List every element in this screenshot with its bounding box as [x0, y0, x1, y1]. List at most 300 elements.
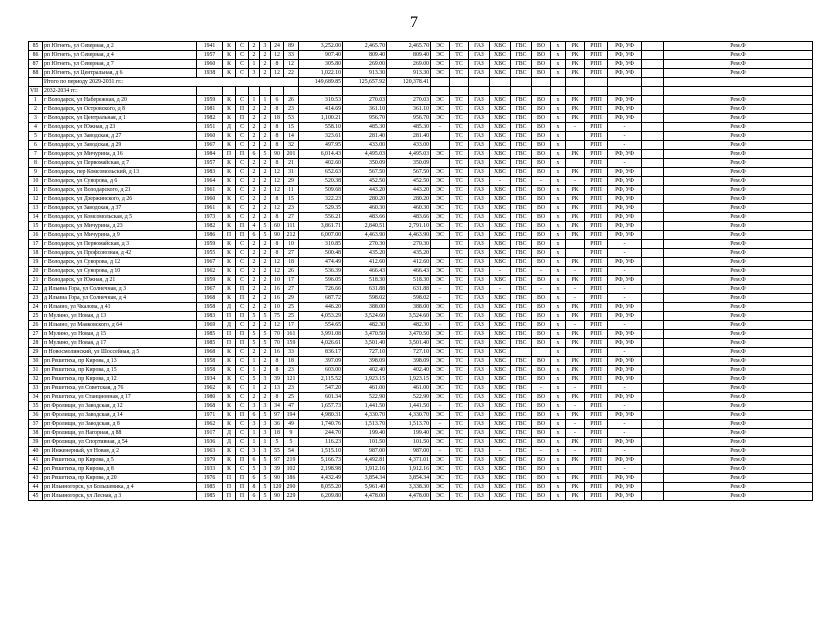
table-cell: 90	[271, 150, 284, 159]
table-cell: -	[608, 384, 642, 393]
table-cell: С	[236, 51, 249, 60]
table-cell: Рем.Ф	[664, 276, 813, 285]
table-cell: х	[551, 168, 566, 177]
table-cell: РПП	[585, 438, 608, 447]
table-cell: 23	[284, 384, 299, 393]
table-cell: Рем.Ф	[664, 411, 813, 420]
table-cell: ГАЗ	[469, 348, 490, 357]
table-cell: С	[236, 177, 249, 186]
table-cell: РФ, УФ	[608, 69, 642, 78]
table-cell: 461.00	[387, 384, 431, 393]
table-cell: 2	[249, 285, 260, 294]
table-cell: 219	[284, 456, 299, 465]
table-cell: -	[431, 402, 450, 411]
table-cell: П	[236, 411, 249, 420]
table-cell: РК	[566, 213, 585, 222]
table-cell: 3	[260, 375, 271, 384]
table-cell: 2	[249, 303, 260, 312]
table-cell: 47	[284, 402, 299, 411]
table-cell: 482.30	[343, 321, 387, 330]
table-cell: 39	[271, 465, 284, 474]
table-cell: 6	[249, 411, 260, 420]
table-cell: 2	[249, 114, 260, 123]
table-cell: -	[490, 267, 511, 276]
table-cell: ЭС	[431, 312, 450, 321]
table-cell: ГАЗ	[469, 483, 490, 492]
table-cell: 26	[284, 267, 299, 276]
table-cell: х	[551, 141, 566, 150]
table-cell: 2	[260, 303, 271, 312]
table-cell: г Володарск, ул Мичурина, д 16	[43, 150, 197, 159]
table-cell: С	[236, 240, 249, 249]
table-cell	[642, 51, 664, 60]
table-cell: К	[223, 141, 236, 150]
table-cell: 2	[260, 393, 271, 402]
table-cell: РПП	[585, 132, 608, 141]
table-cell: С	[236, 96, 249, 105]
table-cell: х	[551, 114, 566, 123]
table-cell: 461.00	[343, 384, 387, 393]
table-cell	[642, 420, 664, 429]
table-cell: ГАЗ	[469, 231, 490, 240]
table-cell: 460.30	[343, 204, 387, 213]
table-cell	[642, 384, 664, 393]
empty-cell	[490, 78, 511, 87]
table-cell	[642, 96, 664, 105]
table-cell: 5	[260, 339, 271, 348]
table-cell: 8	[249, 483, 260, 492]
table-cell: -	[566, 402, 585, 411]
table-cell: 25	[284, 393, 299, 402]
table-cell: ГВС	[511, 303, 532, 312]
table-cell: 1962	[197, 420, 223, 429]
table-cell: Рем.Ф	[664, 339, 813, 348]
table-cell: ТС	[450, 384, 469, 393]
table-cell: 1964	[197, 177, 223, 186]
table-cell: 1936	[197, 438, 223, 447]
table-cell: 2	[249, 168, 260, 177]
table-cell	[642, 204, 664, 213]
table-cell: 388.00	[343, 303, 387, 312]
table-row	[29, 411, 813, 420]
table-cell: ТС	[450, 159, 469, 168]
table-cell: К	[223, 456, 236, 465]
table-cell: К	[223, 393, 236, 402]
table-cell: 8	[271, 141, 284, 150]
table-cell: ХВС	[490, 465, 511, 474]
table-cell: 2	[260, 69, 271, 78]
table-cell: 3,524.60	[343, 312, 387, 321]
table-cell	[642, 303, 664, 312]
table-cell: -	[608, 420, 642, 429]
period-total-value: 149,689.85	[299, 78, 343, 87]
table-cell: ГАЗ	[469, 429, 490, 438]
table-cell: 199.40	[343, 429, 387, 438]
table-cell	[642, 357, 664, 366]
table-cell: РПП	[585, 420, 608, 429]
table-cell: 2,115.52	[299, 375, 343, 384]
table-cell: 1985	[197, 330, 223, 339]
table-cell: х	[551, 465, 566, 474]
table-cell: 536.39	[299, 267, 343, 276]
table-row	[29, 393, 813, 402]
table-cell: 3,854.34	[387, 474, 431, 483]
table-cell: 11	[284, 186, 299, 195]
table-cell: ЭС	[431, 69, 450, 78]
table-cell: ВО	[532, 420, 551, 429]
table-cell: П	[236, 150, 249, 159]
table-cell: ГАЗ	[469, 267, 490, 276]
table-cell: ЭС	[431, 330, 450, 339]
table-cell: ГАЗ	[469, 240, 490, 249]
table-cell: 86	[29, 51, 43, 60]
table-cell: РК	[566, 114, 585, 123]
table-cell: 5,961.40	[343, 483, 387, 492]
table-cell: 31	[29, 366, 43, 375]
table-cell: Рем.Ф	[664, 150, 813, 159]
table-row	[29, 339, 813, 348]
table-cell: 270.03	[343, 96, 387, 105]
table-cell: 201	[284, 150, 299, 159]
table-cell: 518.30	[387, 276, 431, 285]
table-cell: -	[431, 420, 450, 429]
table-cell: Рем.Ф	[664, 402, 813, 411]
empty-cell	[223, 87, 236, 96]
table-cell: Рем.Ф	[664, 204, 813, 213]
table-cell: г Володарск, ул Островского, д 8	[43, 105, 197, 114]
table-cell: ГАЗ	[469, 330, 490, 339]
table-cell: ГАЗ	[469, 141, 490, 150]
table-cell: П	[236, 456, 249, 465]
table-cell: Рем.Ф	[664, 456, 813, 465]
table-cell	[642, 429, 664, 438]
table-cell: Д	[223, 438, 236, 447]
table-cell: ГАЗ	[469, 42, 490, 51]
section-number: VII	[29, 87, 43, 96]
table-cell: 33	[29, 384, 43, 393]
table-cell: 305.80	[299, 60, 343, 69]
table-cell: 361.10	[387, 105, 431, 114]
table-cell: РФ, УФ	[608, 213, 642, 222]
table-cell	[642, 321, 664, 330]
table-cell: 987.00	[387, 447, 431, 456]
table-cell: К	[223, 267, 236, 276]
table-cell: 4,495.03	[387, 150, 431, 159]
table-row	[29, 429, 813, 438]
table-cell: рп Фролищи, ул Заводская, д 14	[43, 411, 197, 420]
table-cell	[642, 330, 664, 339]
table-cell: К	[223, 249, 236, 258]
table-cell: 1968	[197, 348, 223, 357]
table-cell: 1,022.10	[299, 69, 343, 78]
table-cell: 12	[29, 195, 43, 204]
table-cell: г Володарск, ул Володарского, д 21	[43, 186, 197, 195]
table-cell: ВО	[532, 186, 551, 195]
table-cell: К	[223, 447, 236, 456]
table-cell	[642, 141, 664, 150]
table-cell: 398.09	[387, 357, 431, 366]
table-cell: РК	[566, 168, 585, 177]
table-cell: -	[566, 267, 585, 276]
table-cell: 27	[29, 330, 43, 339]
table-cell: х	[551, 195, 566, 204]
table-cell: -	[431, 321, 450, 330]
table-cell: 2	[260, 267, 271, 276]
table-cell: 194	[284, 411, 299, 420]
table-cell: 2	[260, 168, 271, 177]
table-cell: ГАЗ	[469, 186, 490, 195]
table-cell: С	[236, 42, 249, 51]
table-cell: ГАЗ	[469, 123, 490, 132]
table-cell: ХВС	[490, 348, 511, 357]
table-cell: РК	[566, 339, 585, 348]
table-cell: К	[223, 258, 236, 267]
table-cell: С	[236, 420, 249, 429]
table-cell: х	[551, 402, 566, 411]
table-cell: РФ, УФ	[608, 438, 642, 447]
table-cell: К	[223, 411, 236, 420]
table-row	[29, 150, 813, 159]
table-cell: ВО	[532, 429, 551, 438]
table-cell: ХВС	[490, 492, 511, 501]
table-cell	[566, 249, 585, 258]
table-cell: РПП	[585, 159, 608, 168]
table-cell: ЭС	[431, 105, 450, 114]
table-cell: х	[551, 186, 566, 195]
table-cell: ГАЗ	[469, 384, 490, 393]
period-total-row	[29, 78, 813, 87]
table-cell: ВО	[532, 312, 551, 321]
table-cell: 2	[260, 141, 271, 150]
table-cell: 482.30	[387, 321, 431, 330]
table-cell: ВО	[532, 132, 551, 141]
table-row	[29, 258, 813, 267]
table-cell: ХВС	[490, 249, 511, 258]
table-cell: РПП	[585, 303, 608, 312]
table-cell: 1,441.50	[343, 402, 387, 411]
table-row	[29, 474, 813, 483]
table-cell: 5	[260, 222, 271, 231]
table-cell: П	[223, 231, 236, 240]
table-cell: 1962	[197, 267, 223, 276]
table-cell: ГВС	[511, 51, 532, 60]
table-cell: 2	[249, 159, 260, 168]
table-cell: 1,515.10	[299, 447, 343, 456]
table-cell: ГВС	[511, 249, 532, 258]
table-cell: РК	[566, 186, 585, 195]
table-cell: 2	[260, 384, 271, 393]
table-cell: 17	[284, 321, 299, 330]
table-cell: 12	[271, 186, 284, 195]
table-cell: 36	[29, 411, 43, 420]
table-cell: 485.30	[343, 123, 387, 132]
table-cell: ГАЗ	[469, 168, 490, 177]
table-cell: 1982	[197, 222, 223, 231]
table-cell	[642, 438, 664, 447]
table-cell: ЭС	[431, 231, 450, 240]
table-cell: 3	[260, 420, 271, 429]
table-cell: П	[223, 492, 236, 501]
table-cell	[642, 195, 664, 204]
table-cell: ГВС	[511, 429, 532, 438]
table-cell: 2	[249, 258, 260, 267]
table-cell: ТС	[450, 150, 469, 159]
table-cell: ХВС	[490, 393, 511, 402]
table-cell	[642, 348, 664, 357]
table-cell: 2	[249, 141, 260, 150]
table-cell: 907.40	[299, 51, 343, 60]
table-cell: ЭС	[431, 42, 450, 51]
table-cell: С	[236, 402, 249, 411]
table-cell: х	[551, 285, 566, 294]
table-cell: 4,478.00	[343, 492, 387, 501]
table-cell: 2	[249, 105, 260, 114]
table-cell: 2	[260, 240, 271, 249]
table-cell: ГВС	[511, 186, 532, 195]
table-cell: 3	[260, 465, 271, 474]
table-cell: 3	[260, 42, 271, 51]
table-cell: ВО	[532, 96, 551, 105]
table-cell: РФ, УФ	[608, 303, 642, 312]
table-cell: 2	[260, 213, 271, 222]
table-cell: 1980	[197, 393, 223, 402]
table-cell: 520.38	[299, 177, 343, 186]
table-cell: 554.65	[299, 321, 343, 330]
table-cell: ЭС	[431, 51, 450, 60]
empty-cell	[469, 87, 490, 96]
table-cell: 2	[260, 357, 271, 366]
table-cell: 41	[29, 456, 43, 465]
table-cell: ТС	[450, 105, 469, 114]
table-row	[29, 375, 813, 384]
table-cell: П	[223, 312, 236, 321]
empty-cell	[284, 87, 299, 96]
table-cell: 2	[249, 267, 260, 276]
table-cell: 159	[284, 339, 299, 348]
table-cell: ГВС	[511, 177, 532, 186]
empty-cell	[299, 87, 343, 96]
table-cell: С	[236, 357, 249, 366]
table-cell: Рем.Ф	[664, 132, 813, 141]
table-cell: 4,026.61	[299, 339, 343, 348]
table-cell: Д	[223, 321, 236, 330]
table-cell: 5	[249, 465, 260, 474]
table-cell: 101.50	[387, 438, 431, 447]
table-cell: ТС	[450, 276, 469, 285]
table-cell	[566, 348, 585, 357]
table-cell: П	[236, 339, 249, 348]
table-cell: Рем.Ф	[664, 366, 813, 375]
table-cell: 398.09	[343, 357, 387, 366]
table-cell: 1934	[197, 375, 223, 384]
table-cell: ГВС	[511, 267, 532, 276]
table-cell: 42	[29, 465, 43, 474]
table-cell: П	[223, 150, 236, 159]
table-cell: ВО	[532, 114, 551, 123]
table-cell: -	[608, 240, 642, 249]
table-cell: РПП	[585, 195, 608, 204]
table-cell: ГВС	[511, 420, 532, 429]
table-cell: ГВС	[511, 141, 532, 150]
table-cell: Рем.Ф	[664, 294, 813, 303]
table-cell: ВО	[532, 465, 551, 474]
empty-cell	[450, 78, 469, 87]
table-cell: ХВС	[490, 411, 511, 420]
table-cell: 6	[249, 231, 260, 240]
table-cell: РПП	[585, 258, 608, 267]
table-cell	[642, 114, 664, 123]
table-cell: ВО	[532, 168, 551, 177]
table-cell: Рем.Ф	[664, 348, 813, 357]
table-cell: ЭС	[431, 366, 450, 375]
table-cell: рп Решетиха, ул Советская, д 76	[43, 384, 197, 393]
table-cell: 120	[271, 483, 284, 492]
table-cell: 16	[271, 348, 284, 357]
table-cell: ГВС	[511, 465, 532, 474]
table-cell: г Володарск, ул Мичурина, д 9	[43, 231, 197, 240]
table-cell: 12	[271, 204, 284, 213]
table-row	[29, 321, 813, 330]
table-cell: РК	[566, 393, 585, 402]
table-cell: К	[223, 402, 236, 411]
table-cell: ТС	[450, 240, 469, 249]
table-cell: РПП	[585, 375, 608, 384]
table-cell: 7	[29, 150, 43, 159]
table-cell: РПП	[585, 330, 608, 339]
table-row	[29, 492, 813, 501]
table-cell: РПП	[585, 456, 608, 465]
table-cell: ХВС	[490, 357, 511, 366]
table-cell: ХВС	[490, 141, 511, 150]
table-cell: 6	[29, 141, 43, 150]
table-cell: -	[608, 429, 642, 438]
table-cell: РПП	[585, 393, 608, 402]
table-cell: 17	[284, 276, 299, 285]
table-cell: 102	[284, 465, 299, 474]
table-cell: ВО	[532, 474, 551, 483]
table-row	[29, 267, 813, 276]
table-cell: г Володарск, ул Профсоюзная, д 42	[43, 249, 197, 258]
table-cell: 601.34	[299, 393, 343, 402]
table-cell: РФ, УФ	[608, 366, 642, 375]
table-cell: -	[431, 294, 450, 303]
table-cell: РК	[566, 60, 585, 69]
table-cell: Рем.Ф	[664, 231, 813, 240]
table-cell: 8	[271, 123, 284, 132]
table-cell: ГВС	[511, 384, 532, 393]
table-cell: 474.49	[299, 258, 343, 267]
table-cell: Рем.Ф	[664, 474, 813, 483]
table-cell: 37	[29, 420, 43, 429]
table-cell: ЭС	[431, 492, 450, 501]
table-cell	[642, 375, 664, 384]
table-cell: ХВС	[490, 312, 511, 321]
table-cell: Рем.Ф	[664, 267, 813, 276]
table-cell: РФ, УФ	[608, 168, 642, 177]
table-cell: 17	[29, 240, 43, 249]
table-cell: РФ, УФ	[608, 177, 642, 186]
table-cell: 32	[284, 141, 299, 150]
table-cell: 12	[271, 168, 284, 177]
table-cell: 3,470.50	[387, 330, 431, 339]
table-cell: ГАЗ	[469, 96, 490, 105]
section-label: 2032-2034 гг.:	[43, 87, 197, 96]
table-cell: ЭС	[431, 60, 450, 69]
table-cell	[642, 483, 664, 492]
table-row	[29, 483, 813, 492]
table-cell: ГАЗ	[469, 474, 490, 483]
table-cell: ХВС	[490, 51, 511, 60]
